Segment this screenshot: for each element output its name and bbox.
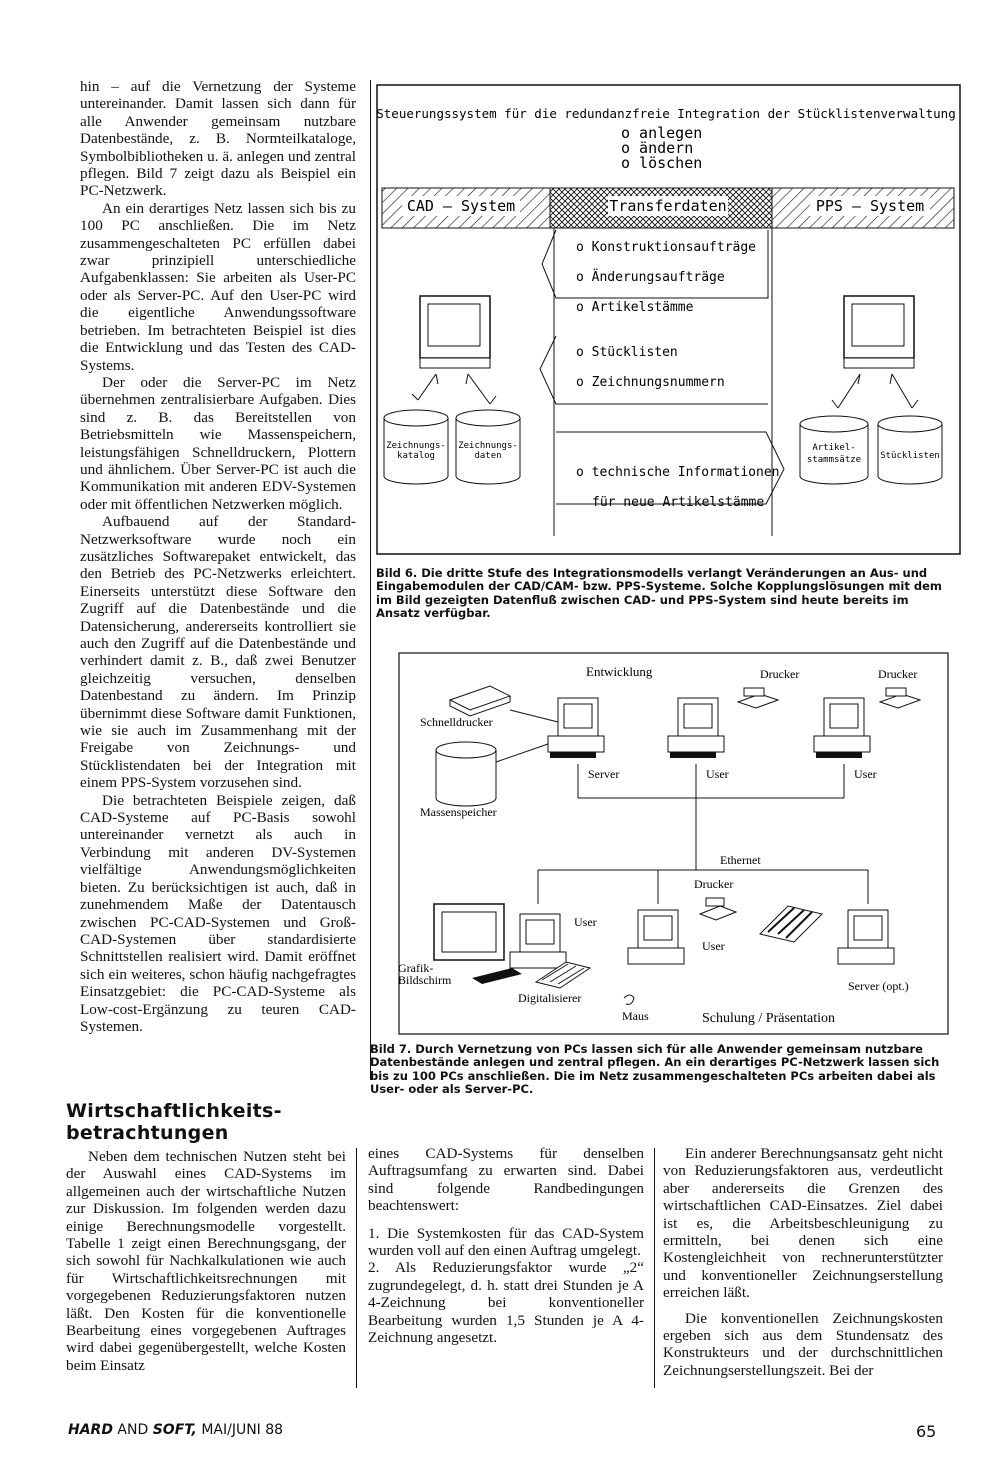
label-drucker: Drucker	[694, 877, 734, 891]
label-digitalisierer: Digitalisierer	[518, 991, 582, 1005]
mouse-icon	[624, 995, 634, 1004]
article-column-3	[663, 1145, 943, 1379]
figure-6-op: o anlegen	[621, 124, 703, 142]
label-user: User	[574, 915, 597, 929]
label-user: User	[702, 939, 725, 953]
footer-publication	[68, 1422, 283, 1438]
paragraph: Neben dem technischen Nutzen steht bei der Auswahl eines CAD-Systems im allgemeinen auch der wirtschaftliche Nutzen zur Diskussion. Im folgenden werden dazu einige Berechnungsmodelle vorgestellt. Tabelle 1 zeigt einen Berechnungsgang, der sich sowohl für Nachkalkulationen wie auch für Wirtschaftlichkeitsrechnungen mit vorgegebenen Reduzierungsfaktoren nutzen läßt. Den Kosten für die konventionelle Bearbeitung eines vorgegebenen Auftrages wird dabei gegenübergestellt, welche Kosten beim Einsatz	[66, 1148, 346, 1374]
transfer-item: o Konstruktionsaufträge	[576, 240, 757, 255]
figure-6-caption: Bild 6. Die dritte Stufe des Integrationsmodells verlangt Veränderungen an Aus- und Eingabemodulen der CAD/CAM- bzw. PPS-Systeme. Solche Kopplungslösungen mit dem im Bild gezeigten Datenfluß zwischen CAD- und PPS-System sind heute bereits im Ansatz verfügbar.	[376, 566, 942, 620]
footer-issue: MAI/JUNI 88	[201, 1422, 284, 1438]
monitor-icon	[420, 296, 490, 368]
label-server: Server	[588, 767, 620, 781]
pc-icon	[510, 914, 566, 968]
label-ethernet: Ethernet	[720, 853, 761, 867]
article-column-1b	[66, 1148, 346, 1374]
transfer-item: für neue Artikelstämme	[592, 495, 765, 510]
db-label: Zeichnungs-	[386, 441, 446, 451]
monitor-icon	[844, 296, 914, 368]
transfer-item: o technische Informationen	[576, 465, 780, 480]
band-label-cad: CAD – System	[406, 197, 516, 215]
monitor-icon	[434, 904, 504, 960]
paragraph: Aufbauend auf der Standard-Netzwerksoftware wurde noch ein zusätzliches Softwarepaket entwickelt, das den Betrieb des PC-Netzwerks erleichtert. Einerseits unterstützt diese Software den Zugriff auf die Datenbestände und die Datensicherung, andererseits kontrolliert sie auch den Zugriff auf die Datenbestände und verhindert damit z. B., daß zwei Benutzer gleichzeitig versuchen, denselben Datenbestand zu ändern. Im Prinzip übernimmt diese Software damit Funktionen, wie sie auch im Zusammenhang mit der Freigabe von Zeichnungs- und Stücklistendaten bei der Integration mit einem PPS-System vorzusehen sind.	[80, 513, 356, 792]
paragraph: 1. Die Systemkosten für das CAD-System wurden voll auf den einen Auftrag umgelegt.	[368, 1224, 644, 1260]
figure-6-op: o ändern	[621, 139, 694, 157]
printer-icon	[880, 688, 920, 708]
transfer-item: o Zeichnungsnummern	[576, 375, 725, 390]
figure-6-diagram	[376, 84, 962, 556]
paragraph: hin – auf die Vernetzung der Systeme untereinander. Damit lassen sich dann für alle Anwender gemeinsam nutzbare Datenbestände, z. B. Normteilkataloge, Symbolbibliotheken u. ä. anlegen und zentral pflegen. Bild 7 zeigt dazu als Beispiel ein PC-Netzwerk.	[80, 78, 356, 200]
pc-icon	[668, 698, 724, 758]
transfer-item: o Artikelstämme	[576, 300, 694, 315]
pc-icon	[548, 698, 604, 758]
label-entwicklung: Entwicklung	[586, 664, 653, 679]
section-heading: Wirtschaftlichkeits- betrachtungen	[66, 1100, 282, 1144]
article-column-1	[80, 78, 356, 1035]
column-rule	[356, 1148, 357, 1388]
label-maus: Maus	[622, 1009, 649, 1023]
db-label: katalog	[397, 451, 435, 461]
label-user: User	[854, 767, 877, 781]
label-grafik: Bildschirm	[398, 973, 452, 987]
footer-brand: SOFT,	[152, 1422, 197, 1438]
footer-and: AND	[117, 1422, 149, 1438]
printer-icon	[700, 898, 736, 920]
footer-brand: HARD	[68, 1422, 113, 1438]
plotter-icon	[760, 906, 822, 942]
band-label-pps: PPS – System	[815, 197, 925, 215]
paragraph: eines CAD-Systems für denselben Auftragsumfang zu erwarten sind. Dabei sind folgende Randbedingungen beachtenswert:	[368, 1145, 644, 1215]
pc-icon	[838, 910, 894, 964]
db-label: daten	[474, 451, 502, 461]
article-column-2	[368, 1145, 644, 1346]
pc-icon	[814, 698, 870, 758]
transfer-item: o Änderungsaufträge	[576, 270, 725, 285]
label-server-opt: Server (opt.)	[848, 979, 909, 993]
band-label-transfer: Transferdaten	[609, 197, 727, 215]
figure-6-title: Steuerungssystem für die redundanzfreie Integration der Stücklistenverwaltung	[376, 106, 956, 121]
paragraph: Die betrachteten Beispiele zeigen, daß CAD-Systeme auf PC-Basis sowohl untereinander vernetzt als auch in Verbindung mit anderen DV-Systemen vielfältige Anwendungsmöglichkeiten bieten. Zu berücksichtigen ist auch, daß in zunehmendem Maße der Datentausch zwischen PC-CAD-Systemen und Groß-CAD-Systemen über standardisierte Schnittstellen realisiert wird. Damit eröffnet sich ein weiteres, schon häufig nachgefragtes Einsatzgebiet: die PC-CAD-Systeme als Low-cost-Ergänzung zu teuren CAD-Systemen.	[80, 791, 356, 1035]
paragraph: Ein anderer Berechnungsansatz geht nicht von Reduzierungsfaktoren aus, verdeutlicht aber andererseits die Grenzen des wirtschaftlichen CAD-Einsatzes. Ziel dabei ist es, die Arbeitsbeschleunigung zu ermitteln, bei denen sich eine Kostengleichheit von rechnerunterstützter und konventioneller Zeichnungserstellung erreichen läßt.	[663, 1145, 943, 1302]
label-user: User	[706, 767, 729, 781]
keyboard-icon	[472, 968, 522, 984]
database-icon	[878, 416, 942, 484]
label-schnelldrucker: Schnelldrucker	[420, 715, 493, 729]
label-drucker: Drucker	[760, 667, 800, 681]
database-icon	[436, 742, 496, 806]
transfer-item: o Stücklisten	[576, 345, 678, 360]
label-drucker: Drucker	[878, 667, 918, 681]
figure-7-caption: Bild 7. Durch Vernetzung von PCs lassen sich für alle Anwender gemeinsam nutzbare Datenbestände anlegen und zentral pflegen. An ein derartiges PC-Netzwerk lassen sich bis zu 100 PCs anschließen. Die im Netz zusammengeschalteten PCs arbeiten dabei als User- oder als Server-PC.	[370, 1042, 940, 1096]
label-massenspeicher: Massenspeicher	[420, 805, 497, 819]
figure-6-op: o löschen	[621, 154, 703, 172]
printer-icon	[450, 686, 510, 716]
pc-icon	[628, 910, 684, 964]
printer-icon	[738, 688, 778, 708]
db-label: Artikel-	[812, 443, 856, 453]
figure-7-diagram	[398, 652, 950, 1036]
db-label: stammsätze	[806, 455, 862, 465]
paragraph: An ein derartiges Netz lassen sich bis zu 100 PC anschließen. Die im Netz zusammengeschalteten PC erfüllen dabei zwar prinzipiell unterschiedliche Aufgabenklassen: Sie arbeiten als User-PC oder als Server-PC. Auf den User-PC wird die eigentliche Anwendungssoftware betrieben. Im betrachteten Beispiel ist dies die Entwicklung und das Testen des CAD-Systems.	[80, 199, 356, 374]
column-rule	[370, 80, 371, 1080]
column-rule	[654, 1148, 655, 1388]
db-label: Zeichnungs-	[458, 441, 518, 451]
paragraph: Die konventionellen Zeichnungskosten ergeben sich aus dem Stundensatz des Konstrukteurs und der durchschnittlichen Zeichnungserstellungszeit. Bei der	[663, 1309, 943, 1379]
page-number: 65	[916, 1422, 937, 1441]
label-schulung: Schulung / Präsentation	[702, 1011, 835, 1026]
label-grafik: Grafik-	[398, 961, 434, 975]
db-label: Stücklisten	[880, 451, 940, 461]
paragraph: 2. Als Reduzierungsfaktor wurde „2“ zugrundegelegt, d. h. statt drei Stunden je A 4-Zeichnung bei konventioneller Bearbeitung wurden 1,5 Stunden je A 4-Zeichnung angesetzt.	[368, 1259, 644, 1347]
paragraph: Der oder die Server-PC im Netz übernehmen zentralisierbare Aufgaben. Dies sind z. B. das Bereitstellen von Betriebsmitteln wie Massenspeichern, leistungsfähigen Schnelldruckern, Plottern und ähnlichem. Über Server-PC ist auch die Kommunikation mit anderen EDV-Systemen oder mit öffentlichen Netzwerken möglich.	[80, 373, 356, 513]
